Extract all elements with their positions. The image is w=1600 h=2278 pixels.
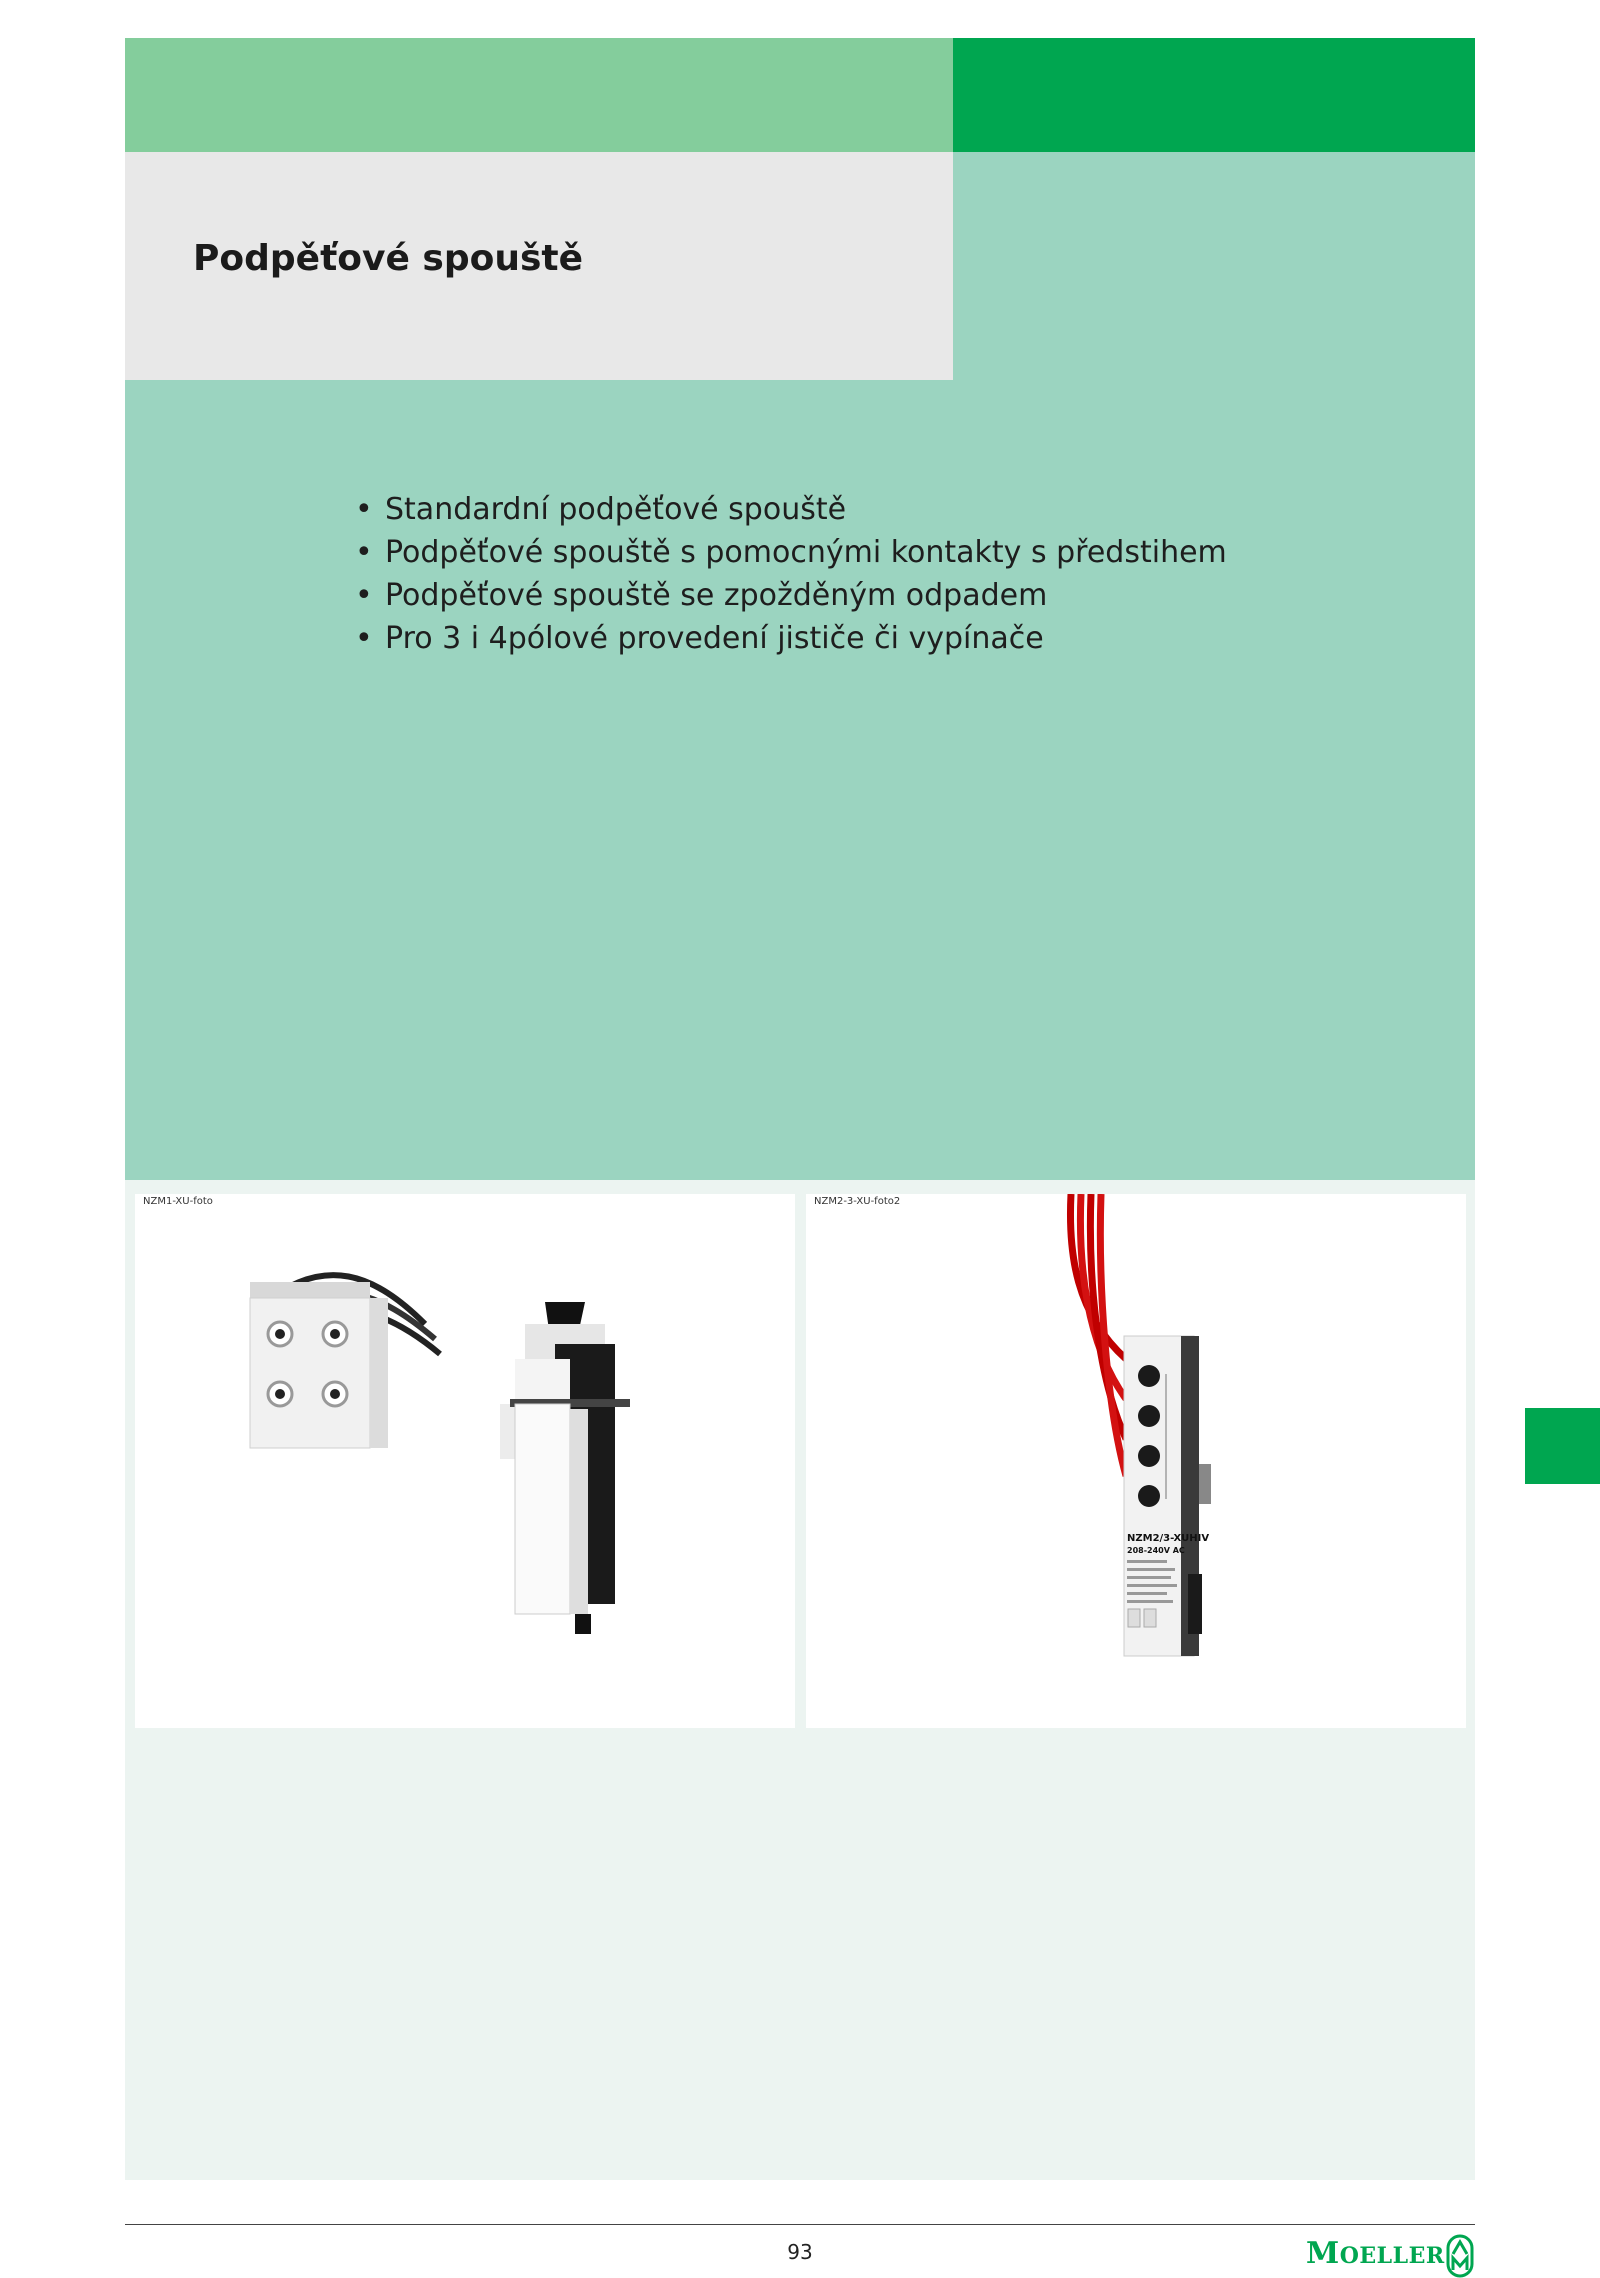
photo-area (125, 1180, 1475, 2180)
logo-initial: M (1306, 2236, 1340, 2271)
feature-list (355, 488, 1227, 660)
bullet-icon: • (355, 621, 373, 656)
list-item (355, 531, 1227, 574)
bullet-icon: • (355, 535, 373, 570)
list-item (355, 617, 1227, 660)
list-item-text: Standardní podpěťové spouště (385, 492, 847, 527)
section-tab (1525, 1408, 1600, 1484)
list-item (355, 488, 1227, 531)
photo-caption: NZM1-XU-foto (143, 1196, 213, 1207)
device-label-line2: 208-240V AC (1127, 1546, 1185, 1555)
page-title: Podpěťové spouště (193, 238, 584, 279)
device-label-line1: NZM2/3-XUHIV (1127, 1533, 1210, 1544)
bullet-icon: • (355, 578, 373, 613)
undervoltage-release-nzm2-3-image (806, 1194, 1466, 1728)
list-item-text: Podpěťové spouště se zpožděným odpadem (385, 578, 1048, 613)
header-band-dark (953, 38, 1475, 152)
footer-rule (125, 2224, 1475, 2225)
logo-rest: OELLER (1339, 2243, 1445, 2269)
moeller-emblem-icon (1446, 2234, 1474, 2278)
bullet-icon: • (355, 492, 373, 527)
list-item (355, 574, 1227, 617)
list-item-text: Podpěťové spouště s pomocnými kontakty s předstihem (385, 535, 1227, 570)
page-number: 93 (787, 2240, 813, 2264)
header-band-light (125, 38, 953, 152)
moeller-logo (1306, 2236, 1445, 2271)
photo-nzm2-3-xu (806, 1194, 1466, 1728)
photo-caption: NZM2-3-XU-foto2 (814, 1196, 901, 1207)
photo-nzm1-xu (135, 1194, 795, 1728)
list-item-text: Pro 3 i 4pólové provedení jističe či vypínače (385, 621, 1044, 656)
undervoltage-release-nzm1-image (135, 1194, 795, 1728)
